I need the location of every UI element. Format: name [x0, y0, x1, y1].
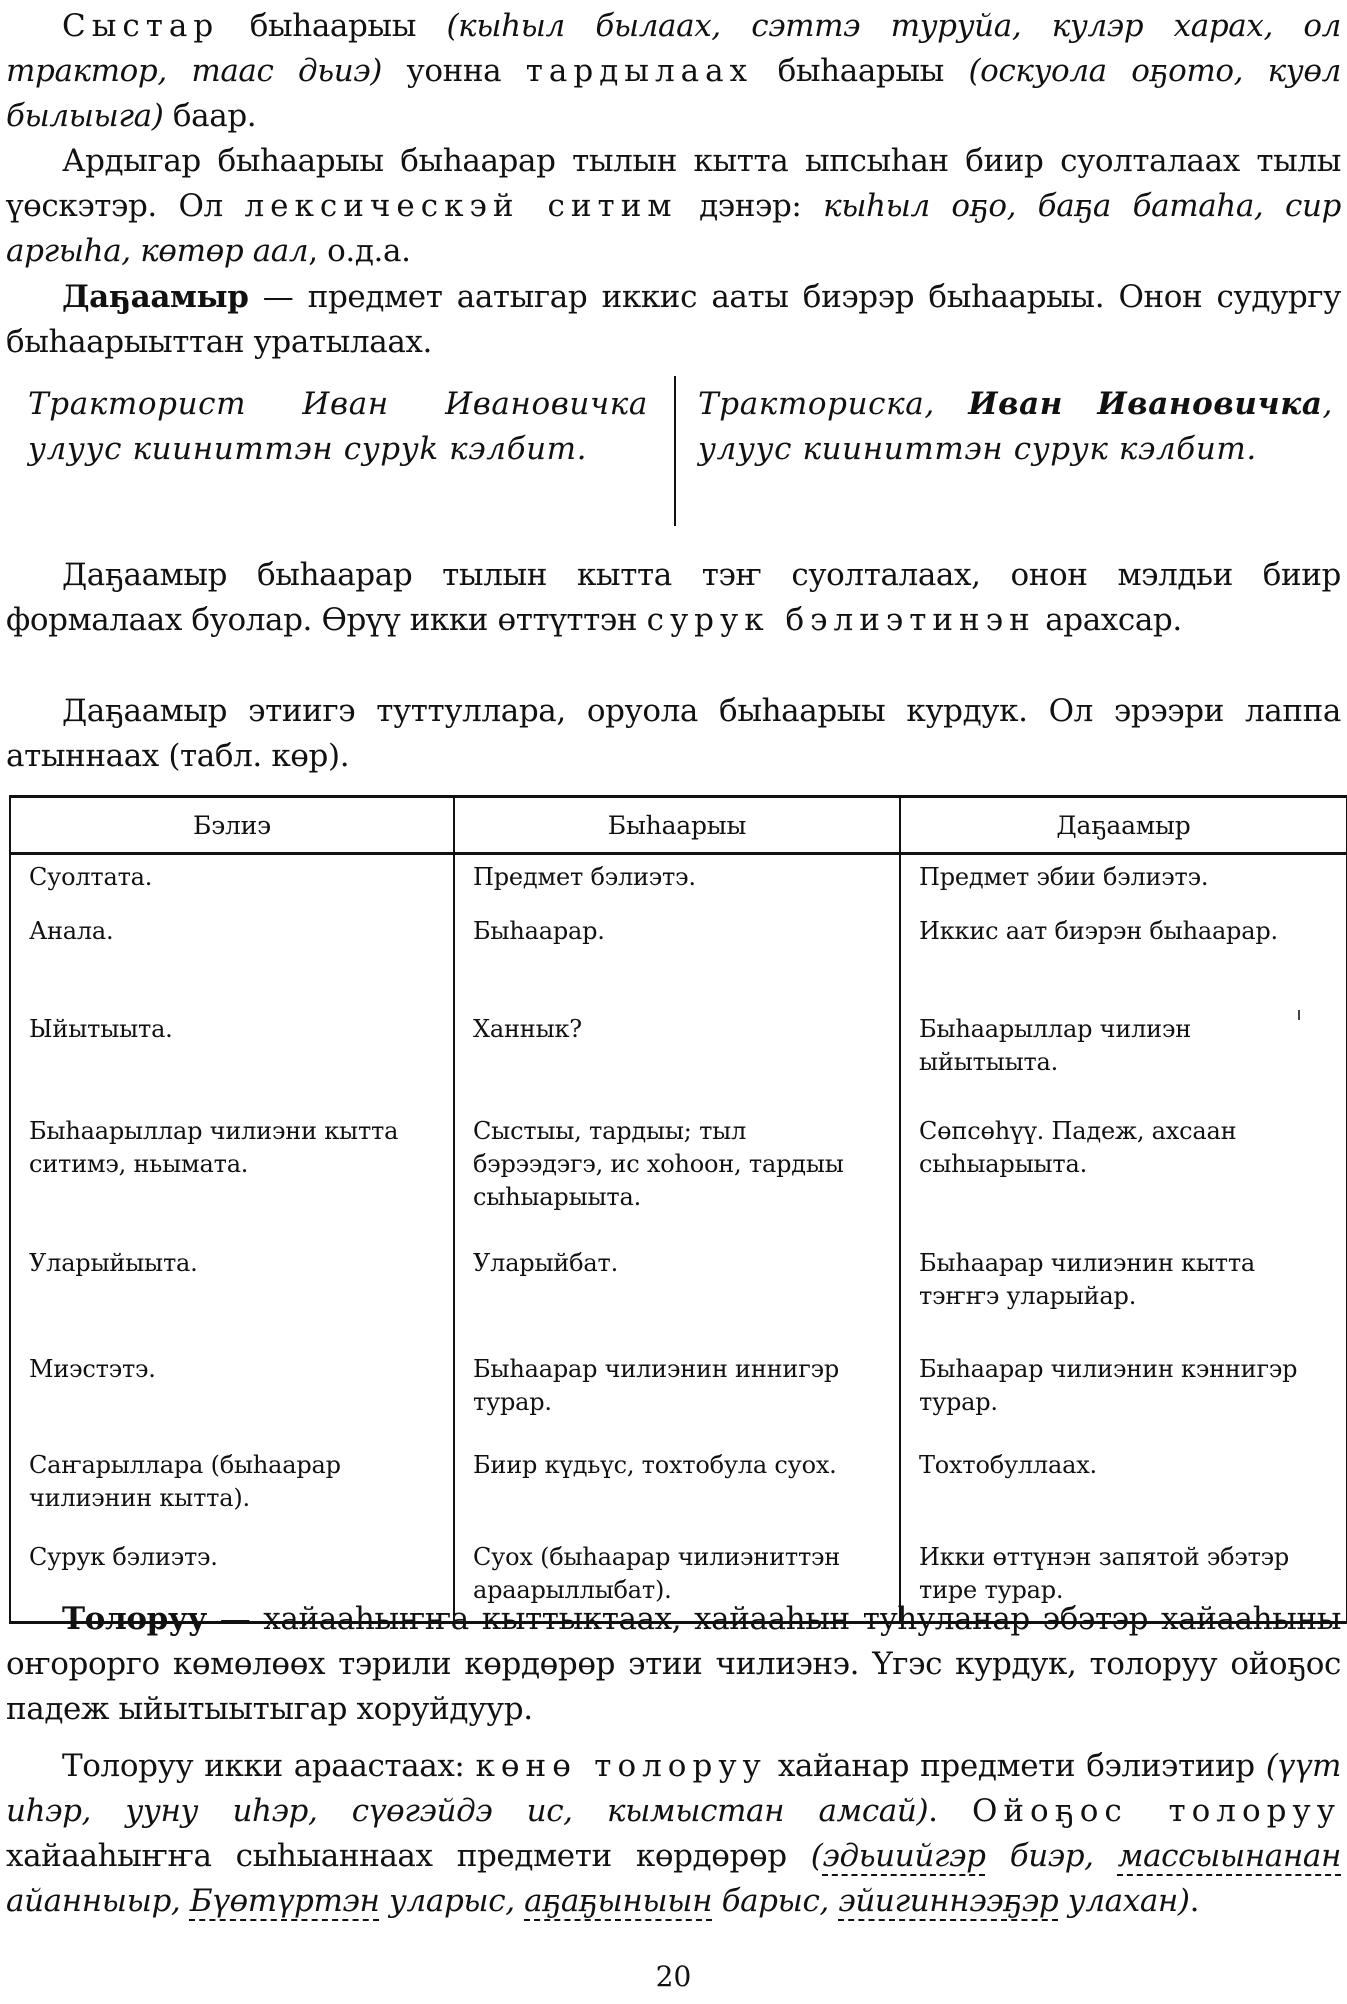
term-systar: Сыстар: [62, 8, 220, 44]
text-span: айанныыр,: [6, 1883, 190, 1919]
table-cell: Сурук бэлиэтэ.: [10, 1535, 454, 1623]
text-span: Тракториска,: [698, 386, 969, 422]
examples-italic: (кыhыл былаах, сэттэ туруйа, кулэр харах, ол трактор, таас дьиэ): [6, 8, 1341, 89]
table-cell: Тохтобуллаах.: [900, 1443, 1347, 1535]
table-cell: Быhaарар чилиэнин иннигэр турар.: [454, 1347, 900, 1443]
text-span: арахсар.: [1035, 602, 1182, 638]
paragraph-apposition-form: [6, 553, 1341, 643]
paragraph-object-types: [6, 1744, 1341, 1924]
underlined-example: эйигиннээҕэр: [838, 1883, 1059, 1919]
underlined-example: Бүөтүртэн: [189, 1883, 380, 1919]
table-row: [10, 1109, 1347, 1241]
text-span: дэнэр:: [677, 188, 824, 224]
table-row: [10, 1443, 1347, 1535]
text-span: уларыс,: [379, 1883, 525, 1919]
table-cell: Быhaарар чилиэнин кэннигэр турар.: [900, 1347, 1347, 1443]
table-cell: Уларыйбат.: [454, 1241, 900, 1347]
term-indirect-object: Ойоҕос толоруу: [971, 1793, 1341, 1829]
table-row: [10, 1347, 1347, 1443]
text-span: улахан): [1058, 1883, 1190, 1919]
term-dagaamyr: Даҕаамыр: [62, 279, 249, 315]
paragraph-object-definition: [6, 1597, 1341, 1732]
apposition-bold: Иван Ивановичка: [968, 386, 1323, 422]
text-span: .: [1189, 1883, 1200, 1919]
text-span: , улуус кииниттэн сурук кэлбит.: [698, 386, 1334, 467]
table-cell: Сөпсөhүү. Падеж, ахсаан сыhыарыыта.: [900, 1109, 1347, 1241]
comparison-table: [9, 795, 1347, 1624]
table-cell: Анала.: [10, 909, 454, 1007]
text-span: Даҕаамыр быhaарар тылын кытта тэҥ суолталаах, онон мэлдьи биир формалаах буолар. Өрүү икки өттүттэн: [6, 557, 1341, 638]
term-punctuation: сурук бэлиэтинэн: [646, 602, 1036, 638]
table-row: [10, 909, 1347, 1007]
text-span: хайааhыҥҥа сыhыаннаах предмети көрдөрөр: [6, 1838, 811, 1874]
text-span: быhaарыы: [753, 53, 969, 89]
text-span: уонна: [381, 53, 526, 89]
text-span: , о.д.а.: [308, 233, 411, 269]
table-cell: Биир күдьүс, тохтобула суох.: [454, 1443, 900, 1535]
table-cell: Икки өттүнэн запятой эбэтэр тире турар.: [900, 1535, 1347, 1623]
example-comparison: [28, 376, 1338, 526]
column-header: Бэлиэ: [10, 797, 454, 854]
text-span: Ардыгар быhaарыы быhaарар тылын кытта ыпсыhан биир суолталаах тылы үөскэтэр. Ол: [6, 143, 1341, 224]
table-cell: Быhaарар чилиэнин кытта тэҥҥэ уларыйар.: [900, 1241, 1347, 1347]
underlined-example: аҕаҕыныын: [524, 1883, 713, 1919]
text-span: быhaарыы: [219, 8, 447, 44]
column-divider: [674, 376, 676, 526]
text-span: — хайааhыҥҥа кыттыктаах, хайааhын туhуланар эбэтэр хайааhыны оҥорорго көмөлөөх тэрили көрдөрөр этии чилиэнэ. Үгэс курдук, толоруу ойоҕос падеж ыйытыытыгар хоруйдуур.: [6, 1601, 1341, 1727]
text-span: барыс,: [712, 1883, 839, 1919]
table-cell: Суох (быhaарар чилиэниттэн араарыллыбат).: [454, 1535, 900, 1623]
text-span: — предмет аатыгар иккис ааты биэрэр быhaарыы. Онон судургу быhaарыыттан уратылаах.: [6, 279, 1341, 360]
table-header-row: [10, 797, 1347, 854]
table-row: [10, 1241, 1347, 1347]
paragraph-sentence-types: [6, 4, 1341, 139]
examples-italic: (оскуола оҕото, куөл былыыга): [6, 53, 1341, 134]
text-span: хайанар предмети бэлиэтиир: [766, 1748, 1266, 1784]
table-cell: Миэстэтэ.: [10, 1347, 454, 1443]
column-header: Быhaарыы: [454, 797, 900, 854]
text-span: (: [810, 1838, 823, 1874]
table-cell: Быhaарыллар чилиэн ыйытыыта.: [900, 1007, 1347, 1109]
scan-artifact-mark: [1298, 1010, 1300, 1020]
table-cell: Сыстыы, тардыы; тыл бэрээдэгэ, ис хоhоон, тардыы сыhыарыыта.: [454, 1109, 900, 1241]
examples-italic: кыhыл оҕо, баҕа батаhа, сир аргыhа, көтөр аал: [6, 188, 1341, 269]
text-span: биэр,: [985, 1838, 1118, 1874]
table-cell: Предмет бэлиэтэ.: [454, 854, 900, 910]
examples-italic: (үүт иhэр, ууну иhэр, сүөгэйдэ ис, кымыстан амсай): [6, 1748, 1341, 1829]
example-right: [698, 382, 1333, 472]
table-cell: Быhaарыллар чилиэни кытта ситимэ, ньымата.: [10, 1109, 454, 1241]
table-cell: Ханнык?: [454, 1007, 900, 1109]
paragraph-apposition-definition: [6, 275, 1341, 365]
table-row: [10, 1007, 1347, 1109]
table-cell: Уларыйыыта.: [10, 1241, 454, 1347]
underlined-example: эдьиийгэр: [822, 1838, 986, 1874]
text-span: баар.: [163, 98, 257, 134]
table-cell: Быhaарар.: [454, 909, 900, 1007]
column-header: Даҕаамыр: [900, 797, 1347, 854]
table-row: [10, 854, 1347, 910]
term-direct-object: көнө толоруу: [475, 1748, 767, 1784]
table-cell: Предмет эбии бэлиэтэ.: [900, 854, 1347, 910]
paragraph-lexical-link: [6, 139, 1341, 274]
text-span: Даҕаамыр этиигэ туттуллара, оруола быhaарыы курдук. Ол эрээри лаппа атыннаах (табл. көр).: [6, 693, 1341, 774]
example-left: Тракторист Иван Ивановичка улуус кииниттэн суруk кэлбит.: [28, 386, 648, 467]
table-cell: Суолтата.: [10, 854, 454, 910]
text-span: Толоруу икки араастаах:: [62, 1748, 476, 1784]
term-toloruu: Толоруу: [62, 1601, 207, 1637]
paragraph-apposition-usage: [6, 689, 1341, 779]
text-span: .: [928, 1793, 972, 1829]
page-number: 20: [655, 1960, 692, 1993]
term-tardylaakh: тардылаах: [525, 53, 754, 89]
table-cell: Саҥарыллара (быhaарар чилиэнин кытта).: [10, 1443, 454, 1535]
term-lexical-link: лексическэй ситим: [244, 188, 678, 224]
underlined-example: массыынанан: [1117, 1838, 1342, 1874]
table-cell: Ыйытыыта.: [10, 1007, 454, 1109]
table-cell: Иккис аат биэрэн быhaарар.: [900, 909, 1347, 1007]
